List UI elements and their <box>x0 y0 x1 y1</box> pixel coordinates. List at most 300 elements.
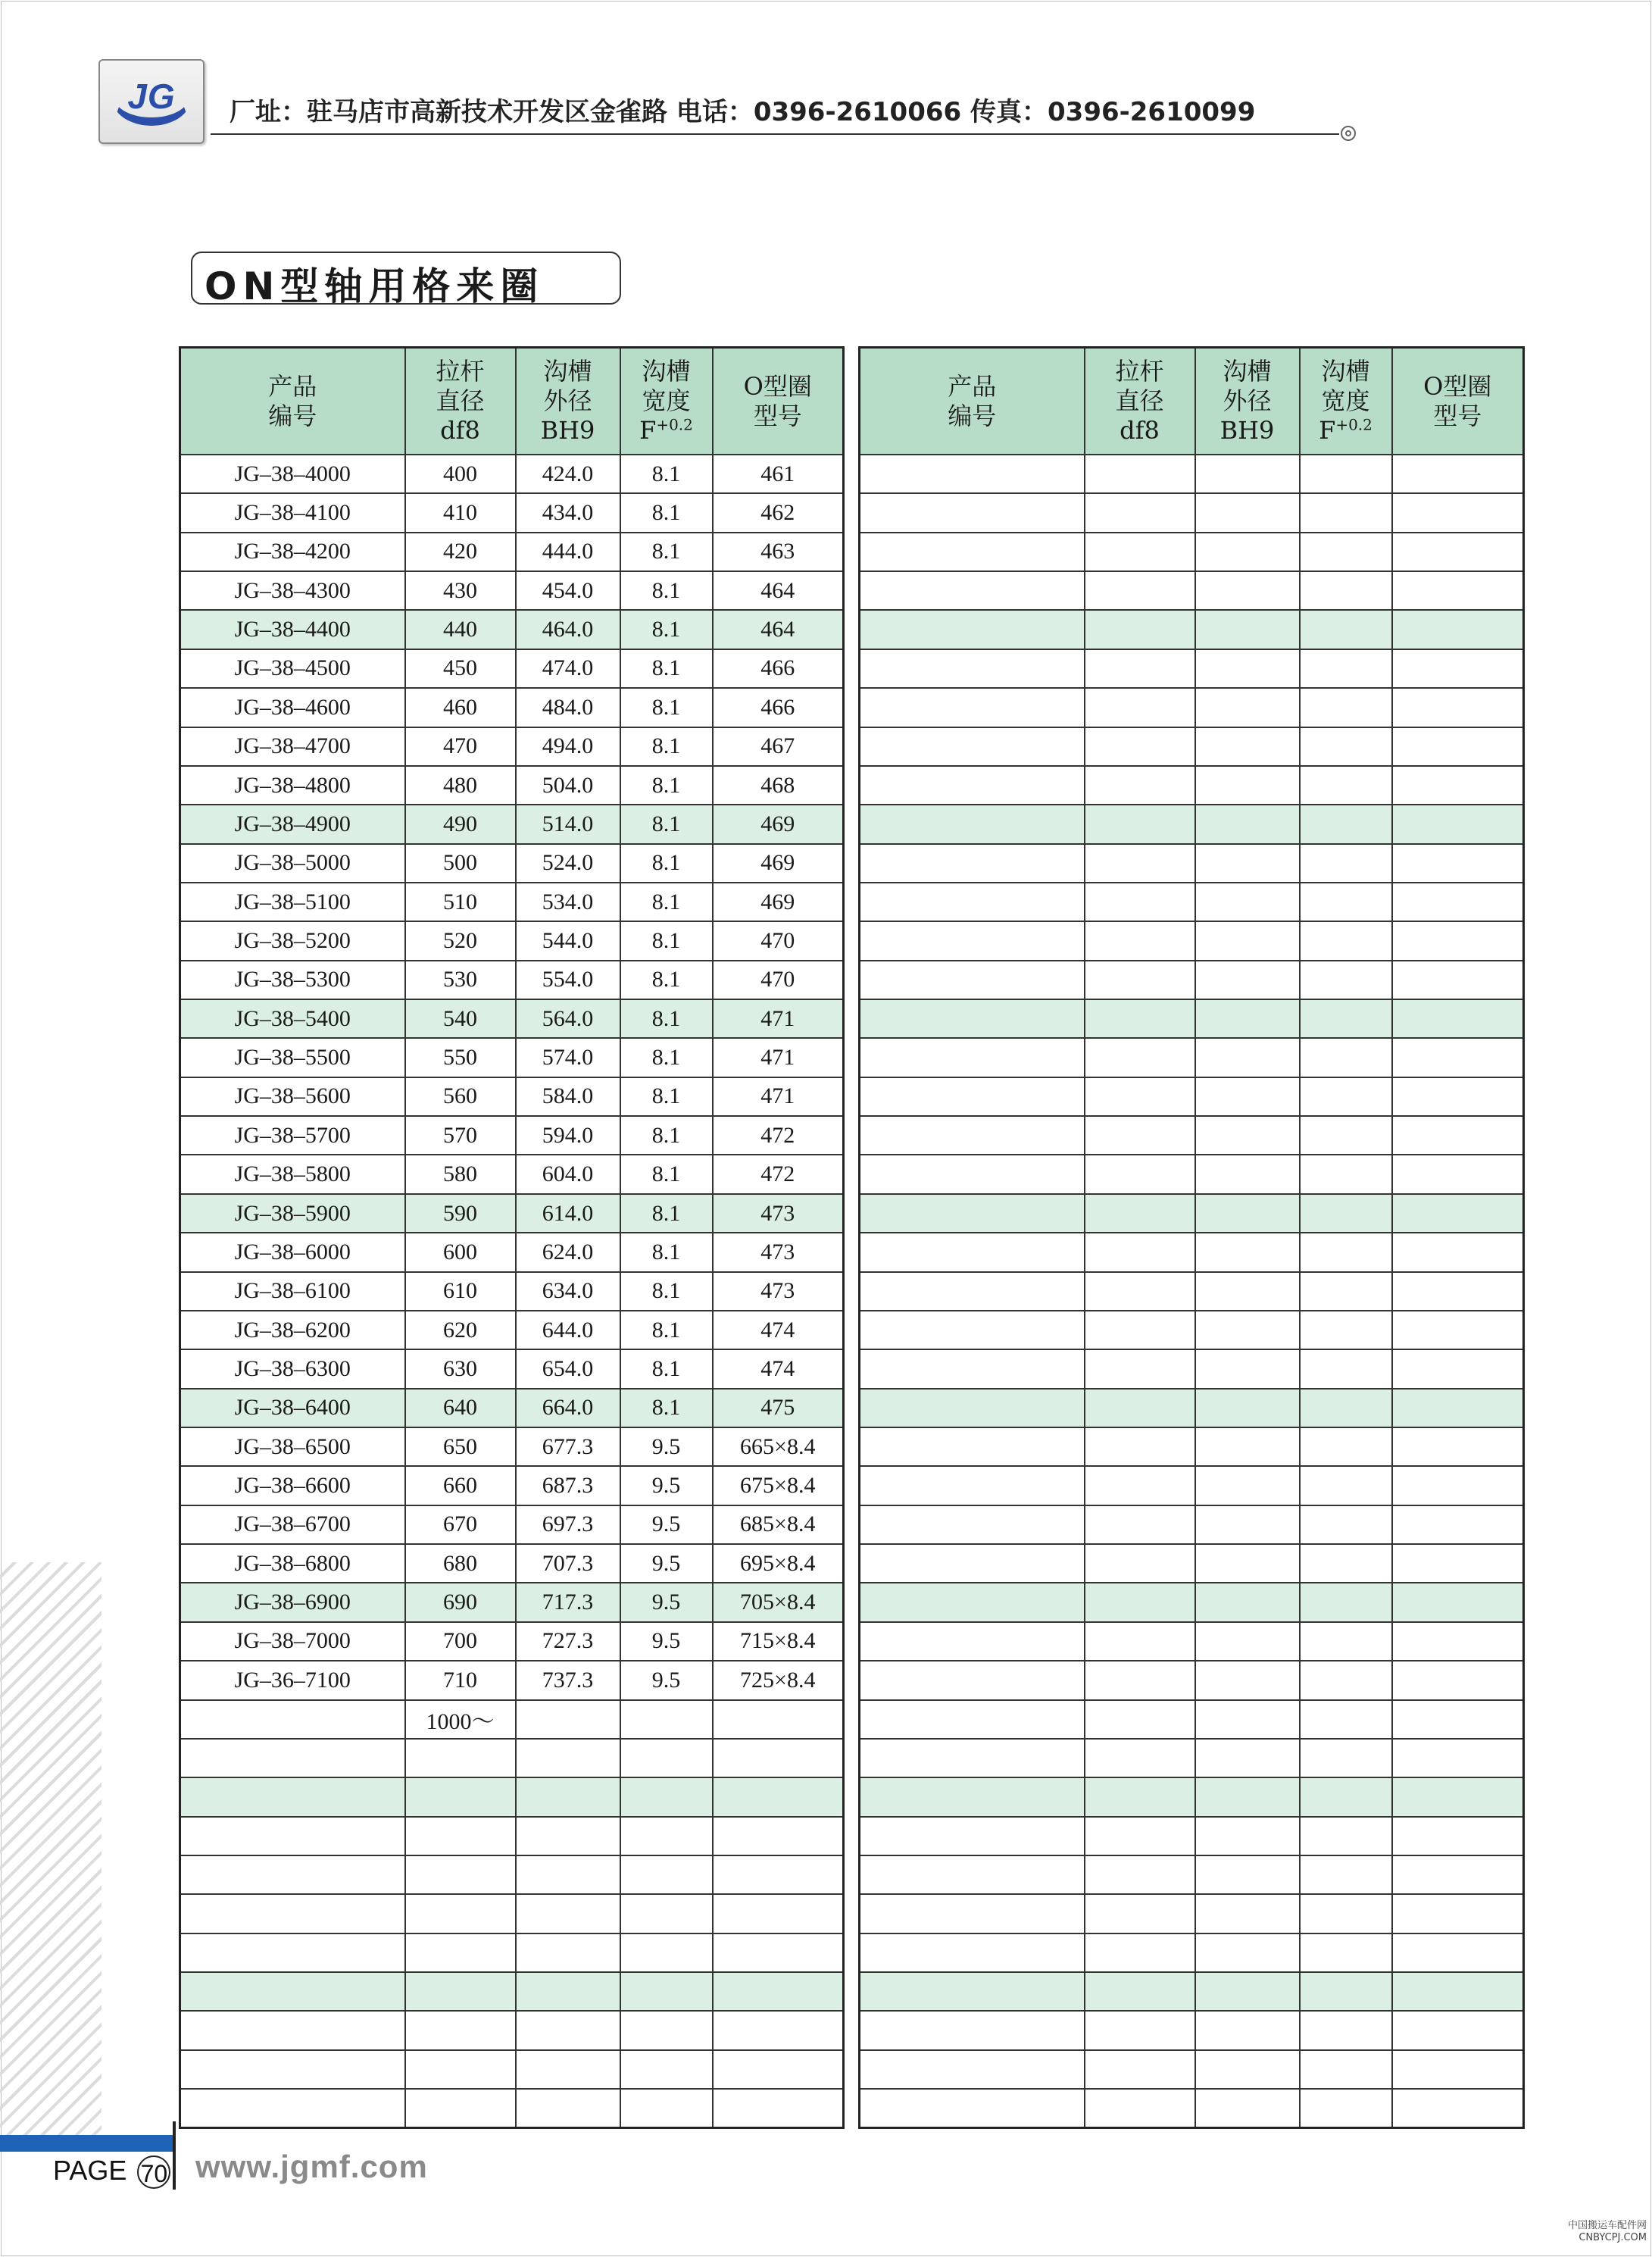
table-cell: 9.5 <box>620 1622 713 1661</box>
table-cell-empty <box>1085 1505 1195 1544</box>
table-cell-empty <box>860 1427 1085 1466</box>
table-cell-empty <box>1195 455 1300 493</box>
table-cell: 610 <box>405 1272 516 1311</box>
table-cell: 8.1 <box>620 1349 713 1388</box>
table-cell <box>180 1972 405 2011</box>
table-cell: 470 <box>713 961 844 999</box>
table-cell-empty <box>1195 1427 1300 1466</box>
table-row-empty <box>860 1038 1524 1077</box>
table-cell <box>620 2011 713 2049</box>
table-cell: 550 <box>405 1038 516 1077</box>
table-cell <box>405 1972 516 2011</box>
table-cell-empty <box>1085 1349 1195 1388</box>
table-cell-empty <box>1392 1389 1524 1427</box>
table-cell: JG–38–4700 <box>180 727 405 766</box>
table-cell: 472 <box>713 1116 844 1155</box>
table-row <box>180 1505 844 1544</box>
table-cell <box>405 1817 516 1855</box>
table-cell: JG–38–5700 <box>180 1116 405 1155</box>
table-cell-empty <box>860 1155 1085 1193</box>
table-cell-empty <box>1300 1544 1392 1583</box>
table-row-empty <box>860 1505 1524 1544</box>
table-row-empty <box>860 727 1524 766</box>
table-cell-empty <box>1195 1272 1300 1311</box>
table-cell-empty <box>1085 649 1195 688</box>
table-cell: 463 <box>713 533 844 571</box>
table-cell-empty <box>1300 533 1392 571</box>
table-cell: JG–38–5100 <box>180 883 405 921</box>
table-row-empty <box>860 1700 1524 1739</box>
table-cell-empty <box>1392 1077 1524 1116</box>
table-cell: 8.1 <box>620 1038 713 1077</box>
table-cell-empty <box>1085 1544 1195 1583</box>
table-cell: 466 <box>713 649 844 688</box>
table-cell: 725×8.4 <box>713 1661 844 1699</box>
table-row-empty <box>860 1155 1524 1193</box>
table-cell: JG–38–5500 <box>180 1038 405 1077</box>
table-cell-empty <box>1392 1233 1524 1271</box>
table-cell <box>180 2011 405 2049</box>
table-cell-empty <box>860 1583 1085 1621</box>
table-cell: 504.0 <box>516 766 620 805</box>
table-cell-empty <box>1195 1739 1300 1777</box>
table-cell: 1000～ <box>405 1700 516 1739</box>
table-cell-empty <box>1085 1777 1195 1816</box>
table-cell: 471 <box>713 1038 844 1077</box>
table-cell: 520 <box>405 921 516 960</box>
table-cell-empty <box>1300 1233 1392 1271</box>
table-cell-empty <box>1085 961 1195 999</box>
table-cell-empty <box>1300 688 1392 727</box>
table-cell-empty <box>1300 1194 1392 1233</box>
table-cell-empty <box>1392 921 1524 960</box>
table-cell-empty <box>1300 766 1392 805</box>
table-row <box>180 844 844 883</box>
table-row <box>180 455 844 493</box>
table-cell-empty <box>1195 493 1300 532</box>
table-cell-empty <box>1195 571 1300 610</box>
table-row-empty <box>860 533 1524 571</box>
table-cell <box>620 2050 713 2089</box>
table-header-row <box>180 348 844 455</box>
table-cell-empty <box>860 1894 1085 1933</box>
table-row-empty <box>860 766 1524 805</box>
table-row-empty <box>860 1544 1524 1583</box>
table-cell-empty <box>1085 805 1195 843</box>
table-cell-empty <box>1392 1427 1524 1466</box>
table-row-empty <box>860 2050 1524 2089</box>
table-cell-empty <box>1392 1038 1524 1077</box>
table-cell-empty <box>1300 571 1392 610</box>
table-cell: 594.0 <box>516 1116 620 1155</box>
table-cell-empty <box>860 649 1085 688</box>
table-cell: JG–38–6400 <box>180 1389 405 1427</box>
table-row <box>180 766 844 805</box>
table-row <box>180 2089 844 2127</box>
table-header-row <box>860 348 1524 455</box>
table-cell: 450 <box>405 649 516 688</box>
table-cell: JG–38–5200 <box>180 921 405 960</box>
table-cell <box>180 1739 405 1777</box>
table-cell-empty <box>1392 1661 1524 1699</box>
table-cell-empty <box>860 1661 1085 1699</box>
table-cell-empty <box>1085 1466 1195 1505</box>
table-row-empty <box>860 1622 1524 1661</box>
table-row-empty <box>860 1389 1524 1427</box>
table-row <box>180 1855 844 1894</box>
contact-line: 厂址：驻马店市高新技术开发区金雀路 电话：0396-2610066 传真：0396-2610099 <box>230 97 1256 127</box>
table-cell-empty <box>1195 1855 1300 1894</box>
table-cell-empty <box>1195 1233 1300 1271</box>
table-cell-empty <box>1392 1622 1524 1661</box>
table-cell: 8.1 <box>620 649 713 688</box>
table-cell <box>516 2011 620 2049</box>
table-cell-empty <box>860 1972 1085 2011</box>
table-cell-empty <box>1300 2011 1392 2049</box>
table-cell-empty <box>1300 1389 1392 1427</box>
table-cell-empty <box>1392 1972 1524 2011</box>
website-link[interactable]: www.jgmf.com <box>195 2149 428 2184</box>
table-cell-empty <box>1392 1349 1524 1388</box>
table-cell-empty <box>1195 688 1300 727</box>
table-row <box>180 1311 844 1349</box>
table-cell: 8.1 <box>620 688 713 727</box>
table-row-empty <box>860 805 1524 843</box>
table-cell <box>620 1739 713 1777</box>
table-cell <box>713 2050 844 2089</box>
table-cell-empty <box>1300 961 1392 999</box>
table-cell-empty <box>860 921 1085 960</box>
table-cell <box>713 1894 844 1933</box>
table-row-empty <box>860 1466 1524 1505</box>
table-cell: JG–38–5600 <box>180 1077 405 1116</box>
table-cell: JG–38–6200 <box>180 1311 405 1349</box>
table-cell-empty <box>1195 1194 1300 1233</box>
table-cell: 8.1 <box>620 571 713 610</box>
table-cell-empty <box>1085 493 1195 532</box>
table-row <box>180 1194 844 1233</box>
table-cell-empty <box>1195 766 1300 805</box>
table-cell-empty <box>1300 1038 1392 1077</box>
table-cell: 400 <box>405 455 516 493</box>
table-cell <box>713 1817 844 1855</box>
table-cell: 624.0 <box>516 1233 620 1271</box>
table-cell: 715×8.4 <box>713 1622 844 1661</box>
table-row-empty <box>860 1739 1524 1777</box>
table-row <box>180 1622 844 1661</box>
table-row <box>180 1583 844 1621</box>
table-cell: 472 <box>713 1155 844 1193</box>
table-cell: JG–38–4000 <box>180 455 405 493</box>
table-cell-empty <box>1300 1817 1392 1855</box>
table-cell-empty <box>1195 844 1300 883</box>
table-cell-empty <box>1195 727 1300 766</box>
table-cell-empty <box>1300 844 1392 883</box>
spec-table-left <box>179 346 845 2129</box>
table-row <box>180 571 844 610</box>
company-logo <box>98 59 205 144</box>
table-cell-empty <box>1195 610 1300 649</box>
table-cell-empty <box>1195 1933 1300 1972</box>
table-cell: 462 <box>713 493 844 532</box>
table-row <box>180 921 844 960</box>
table-cell: 8.1 <box>620 1233 713 1271</box>
table-cell: JG–38–6100 <box>180 1272 405 1311</box>
table-cell: 470 <box>713 921 844 960</box>
table-cell-empty <box>1085 999 1195 1038</box>
table-cell: 467 <box>713 727 844 766</box>
header-product-code: 产品 编号 <box>860 348 1085 455</box>
footer-blue-band <box>0 2135 174 2152</box>
table-row-empty <box>860 999 1524 1038</box>
table-cell-empty <box>1085 1233 1195 1271</box>
table-row <box>180 961 844 999</box>
table-cell-empty <box>1392 1777 1524 1816</box>
header-groove-width: 沟槽 宽度 $F^{+0.2}$ <box>620 348 713 455</box>
table-cell: 675×8.4 <box>713 1466 844 1505</box>
table-row-empty <box>860 688 1524 727</box>
footer-divider <box>173 2121 176 2190</box>
table-row <box>180 1700 844 1739</box>
table-row <box>180 1777 844 1816</box>
table-cell-empty <box>1195 1894 1300 1933</box>
table-cell <box>620 1972 713 2011</box>
table-cell-empty <box>1085 1894 1195 1933</box>
table-cell <box>405 2011 516 2049</box>
table-cell-empty <box>1085 688 1195 727</box>
table-row-empty <box>860 1933 1524 1972</box>
table-cell: 697.3 <box>516 1505 620 1544</box>
table-cell: 410 <box>405 493 516 532</box>
table-cell: 544.0 <box>516 921 620 960</box>
table-cell-empty <box>1195 1077 1300 1116</box>
table-cell <box>620 1894 713 1933</box>
table-cell-empty <box>1195 999 1300 1038</box>
table-cell-empty <box>1392 2050 1524 2089</box>
table-row-empty <box>860 1583 1524 1621</box>
table-cell-empty <box>860 1505 1085 1544</box>
table-cell <box>516 1700 620 1739</box>
table-cell <box>180 1700 405 1739</box>
table-row <box>180 1933 844 1972</box>
table-row-empty <box>860 1777 1524 1816</box>
table-cell-empty <box>1195 883 1300 921</box>
table-cell-empty <box>860 2011 1085 2049</box>
table-cell <box>713 2089 844 2127</box>
table-row <box>180 1272 844 1311</box>
table-cell <box>180 1894 405 1933</box>
table-cell: 469 <box>713 844 844 883</box>
table-cell-empty <box>1085 2011 1195 2049</box>
table-row <box>180 1894 844 1933</box>
table-cell-empty <box>1300 1894 1392 1933</box>
table-cell-empty <box>1300 805 1392 843</box>
table-cell: 9.5 <box>620 1544 713 1583</box>
table-cell-empty <box>1300 455 1392 493</box>
table-cell-empty <box>1085 1933 1195 1972</box>
table-cell: 690 <box>405 1583 516 1621</box>
table-cell-empty <box>860 883 1085 921</box>
table-cell-empty <box>860 493 1085 532</box>
table-cell-empty <box>1300 727 1392 766</box>
table-cell: 685×8.4 <box>713 1505 844 1544</box>
table-cell-empty <box>1300 1311 1392 1349</box>
rule-end-ornament <box>1341 126 1356 141</box>
table-cell: JG–38–4200 <box>180 533 405 571</box>
table-cell: 660 <box>405 1466 516 1505</box>
table-cell: JG–38–4300 <box>180 571 405 610</box>
table-cell-empty <box>1392 844 1524 883</box>
table-cell-empty <box>860 766 1085 805</box>
table-cell-empty <box>1392 1817 1524 1855</box>
table-cell-empty <box>1300 1272 1392 1311</box>
table-cell: 8.1 <box>620 883 713 921</box>
table-cell-empty <box>1300 1466 1392 1505</box>
table-row-empty <box>860 961 1524 999</box>
table-cell-empty <box>860 1544 1085 1583</box>
table-cell-empty <box>1195 649 1300 688</box>
table-cell: JG–36–7100 <box>180 1661 405 1699</box>
table-cell-empty <box>1392 455 1524 493</box>
table-row <box>180 805 844 843</box>
table-row <box>180 1077 844 1116</box>
table-cell-empty <box>1300 1583 1392 1621</box>
table-row-empty <box>860 1116 1524 1155</box>
watermark-line-2: CNBYCPJ.COM <box>1579 2232 1647 2243</box>
table-cell: 474 <box>713 1311 844 1349</box>
table-cell-empty <box>1392 1116 1524 1155</box>
watermark <box>1568 2220 1647 2244</box>
table-cell: 494.0 <box>516 727 620 766</box>
table-cell-empty <box>1392 1155 1524 1193</box>
header-rod-diameter: 拉杆 直径 df8 <box>405 348 516 455</box>
header-oring-model: O型圈 型号 <box>713 348 844 455</box>
table-cell <box>516 1972 620 2011</box>
table-cell-empty <box>1085 1077 1195 1116</box>
table-row-empty <box>860 571 1524 610</box>
table-cell: 614.0 <box>516 1194 620 1233</box>
table-cell-empty <box>1392 1739 1524 1777</box>
table-cell <box>620 1855 713 1894</box>
table-cell: 710 <box>405 1661 516 1699</box>
table-cell-empty <box>860 1777 1085 1816</box>
table-cell-empty <box>860 571 1085 610</box>
table-cell-empty <box>1085 1622 1195 1661</box>
table-cell: 473 <box>713 1233 844 1271</box>
table-cell-empty <box>860 1817 1085 1855</box>
table-cell <box>180 1777 405 1816</box>
table-cell: 8.1 <box>620 999 713 1038</box>
table-cell-empty <box>1300 883 1392 921</box>
table-cell <box>516 1933 620 1972</box>
table-cell: 9.5 <box>620 1505 713 1544</box>
table-cell: JG–38–5000 <box>180 844 405 883</box>
table-cell-empty <box>1085 1972 1195 2011</box>
table-cell-empty <box>860 610 1085 649</box>
table-cell-empty <box>860 1116 1085 1155</box>
table-cell-empty <box>860 1389 1085 1427</box>
header-oring-model: O型圈 型号 <box>1392 348 1524 455</box>
table-cell-empty <box>1085 571 1195 610</box>
table-cell: 600 <box>405 1233 516 1271</box>
table-cell-empty <box>860 1272 1085 1311</box>
table-cell-empty <box>1085 1389 1195 1427</box>
table-cell-empty <box>1085 844 1195 883</box>
table-row-empty <box>860 844 1524 883</box>
table-cell: 464 <box>713 610 844 649</box>
table-cell-empty <box>1085 1194 1195 1233</box>
table-cell-empty <box>1195 1155 1300 1193</box>
table-row-empty <box>860 493 1524 532</box>
table-cell <box>620 2089 713 2127</box>
table-cell <box>405 1933 516 1972</box>
table-cell <box>516 1777 620 1816</box>
table-cell-empty <box>1300 999 1392 1038</box>
table-cell-empty <box>1392 1855 1524 1894</box>
table-cell-empty <box>1085 2050 1195 2089</box>
table-cell-empty <box>1195 1972 1300 2011</box>
table-row-empty <box>860 1855 1524 1894</box>
table-cell-empty <box>1392 1311 1524 1349</box>
table-cell-empty <box>1195 1349 1300 1388</box>
table-cell-empty <box>860 1739 1085 1777</box>
table-cell: 540 <box>405 999 516 1038</box>
table-cell-empty <box>1392 1894 1524 1933</box>
table-cell-empty <box>860 1855 1085 1894</box>
table-row-empty <box>860 921 1524 960</box>
table-cell-empty <box>1195 1817 1300 1855</box>
table-cell: JG–38–6600 <box>180 1466 405 1505</box>
table-cell-empty <box>860 805 1085 843</box>
table-cell-empty <box>1392 883 1524 921</box>
table-cell: 700 <box>405 1622 516 1661</box>
table-cell-empty <box>1085 1038 1195 1077</box>
table-cell: 9.5 <box>620 1661 713 1699</box>
table-cell-empty <box>860 999 1085 1038</box>
table-cell: 680 <box>405 1544 516 1583</box>
table-cell-empty <box>860 1311 1085 1349</box>
table-cell: JG–38–4400 <box>180 610 405 649</box>
table-cell <box>620 1700 713 1739</box>
table-cell <box>516 2050 620 2089</box>
table-cell: JG–38–5800 <box>180 1155 405 1193</box>
table-cell-empty <box>1195 1661 1300 1699</box>
table-cell: 8.1 <box>620 1389 713 1427</box>
table-row <box>180 1116 844 1155</box>
table-cell <box>620 1817 713 1855</box>
table-cell-empty <box>1392 1700 1524 1739</box>
table-cell-empty <box>1300 1349 1392 1388</box>
table-cell: 444.0 <box>516 533 620 571</box>
table-cell-empty <box>860 1038 1085 1077</box>
table-cell-empty <box>1085 766 1195 805</box>
table-cell: 9.5 <box>620 1466 713 1505</box>
table-cell-empty <box>1085 727 1195 766</box>
table-row <box>180 1466 844 1505</box>
table-cell-empty <box>1195 1777 1300 1816</box>
table-cell-empty <box>860 1077 1085 1116</box>
table-cell <box>713 1700 844 1739</box>
table-cell-empty <box>1195 1116 1300 1155</box>
table-cell: 461 <box>713 455 844 493</box>
table-cell <box>620 1933 713 1972</box>
table-cell: 484.0 <box>516 688 620 727</box>
table-cell-empty <box>1085 533 1195 571</box>
table-row <box>180 1739 844 1777</box>
header-product-code: 产品 编号 <box>180 348 405 455</box>
table-cell-empty <box>1195 1389 1300 1427</box>
table-cell: 9.5 <box>620 1427 713 1466</box>
